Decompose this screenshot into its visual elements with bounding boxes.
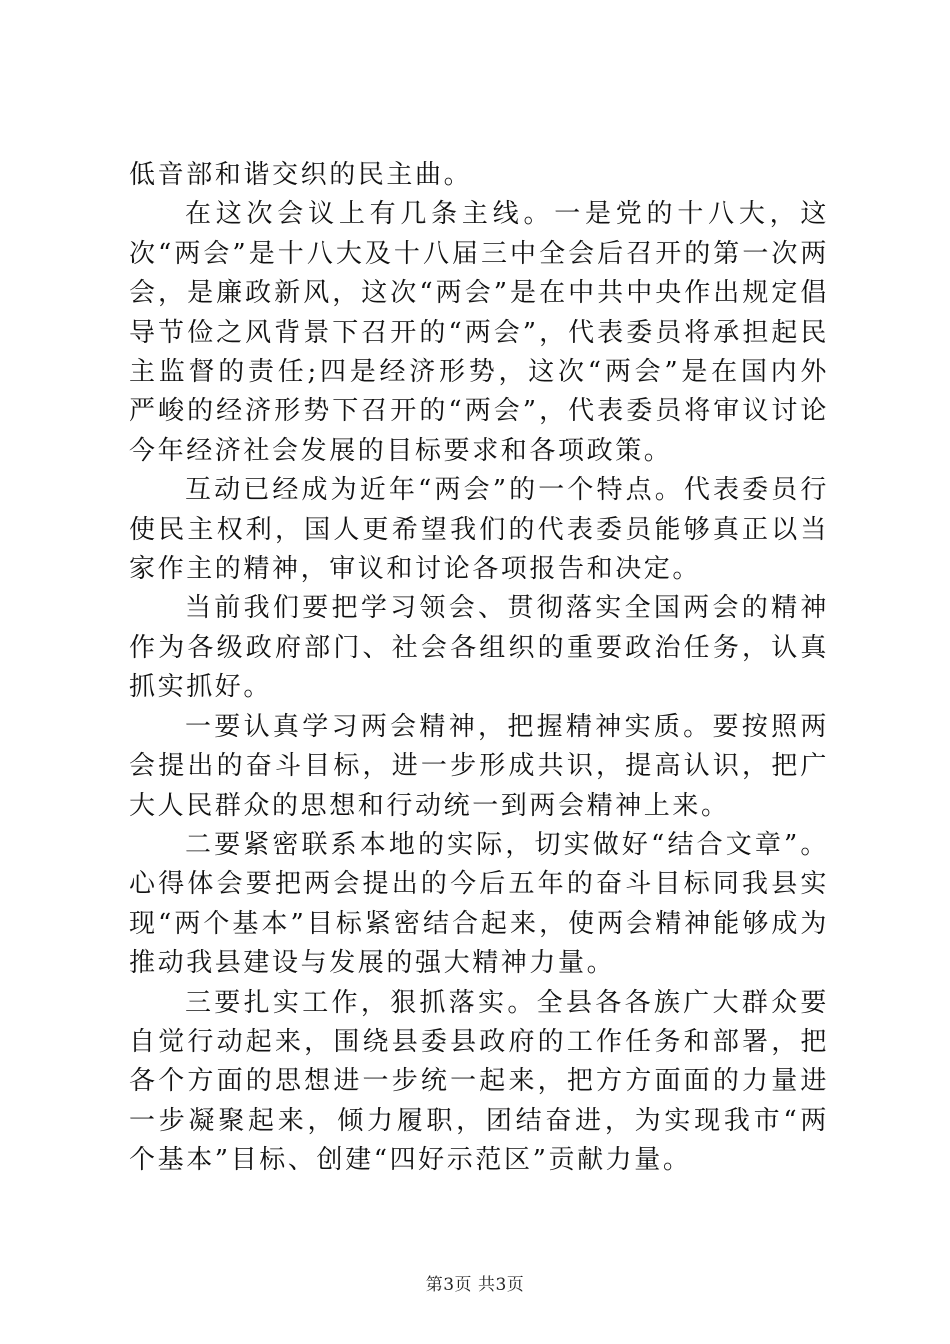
document-body (129, 156, 829, 1181)
paragraph-6: 二要紧密联系本地的实际，切实做好“结合文章”。心得体会要把两会提出的今后五年的奋斗目标同我县实现“两个基本”目标紧密结合起来，使两会精神能够成为推动我县建设与发展的强大精神力量。 (129, 829, 829, 979)
paragraph-4: 当前我们要把学习领会、贯彻落实全国两会的精神作为各级政府部门、社会各组织的重要政治任务，认真抓实抓好。 (129, 593, 829, 703)
paragraph-2: 在这次会议上有几条主线。一是党的十八大，这次“两会”是十八大及十八届三中全会后召开的第一次两会，是廉政新风，这次“两会”是在中共中央作出规定倡导节俭之风背景下召开的“两会”，代表委员将承担起民主监督的责任;四是经济形势，这次“两会”是在国内外严峻的经济形势下召开的“两会”，代表委员将审议讨论今年经济社会发展的目标要求和各项政策。 (129, 199, 829, 466)
paragraph-3: 互动已经成为近年“两会”的一个特点。代表委员行使民主权利，国人更希望我们的代表委员能够真正以当家作主的精神，审议和讨论各项报告和决定。 (129, 475, 829, 585)
paragraph-5: 一要认真学习两会精神，把握精神实质。要按照两会提出的奋斗目标，进一步形成共识，提高认识，把广大人民群众的思想和行动统一到两会精神上来。 (129, 711, 829, 821)
paragraph-7: 三要扎实工作，狠抓落实。全县各各族广大群众要自觉行动起来，围绕县委县政府的工作任务和部署，把各个方面的思想进一步统一起来，把方方面面的力量进一步凝聚起来，倾力履职，团结奋进，为实现我市“两个基本”目标、创建“四好示范区”贡献力量。 (129, 987, 829, 1176)
paragraph-1: 低音部和谐交织的民主曲。 (129, 160, 473, 190)
page-number-footer: 第3页 共3页 (425, 1275, 525, 1295)
